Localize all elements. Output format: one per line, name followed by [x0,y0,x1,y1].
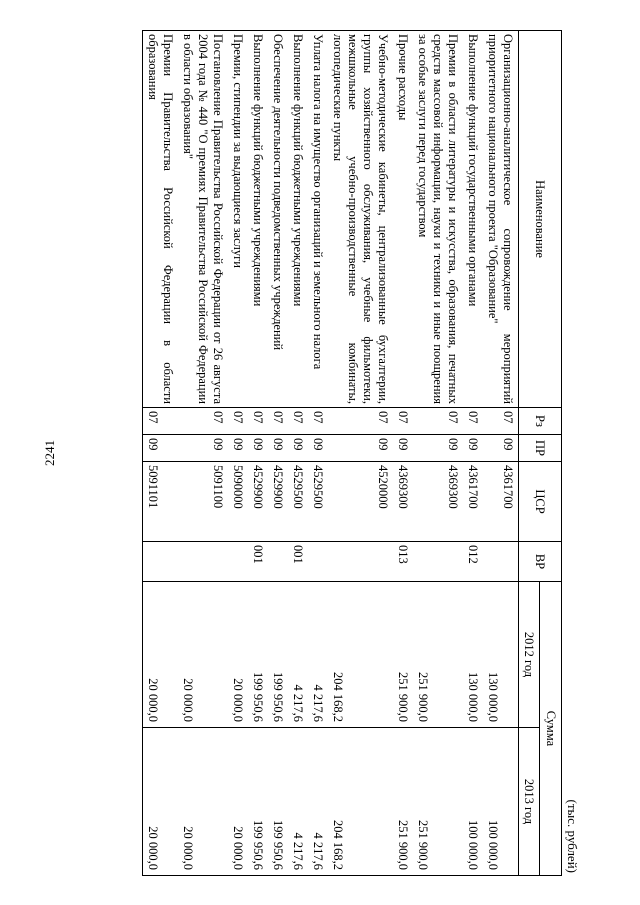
cell-rz: 07 [483,408,519,435]
header-vr: ВР [519,542,562,582]
cell-csr: 4529900 [248,462,268,542]
cell-vr [413,542,463,582]
cell-2013: 100 000,0 [463,728,483,876]
cell-name: Выполнение функций государственными органами [463,31,483,408]
cell-pr: 09 [463,435,483,462]
cell-2012: 20 000,0 [143,582,179,728]
cell-rz: 07 [463,408,483,435]
cell-pr: 09 [228,435,248,462]
cell-rz: 07 [328,408,393,435]
header-csr: ЦСР [519,462,562,542]
cell-name: Прочие расходы [393,31,413,408]
header-rz: Рз [519,408,562,435]
cell-name: Организационно-аналитическое сопровождение мероприятий приоритетного национального проекта "Образование" [483,31,519,408]
cell-name: Уплата налога на имущество организаций и земельного налога [308,31,328,408]
cell-rz: 07 [288,408,308,435]
table-row [308,31,328,876]
cell-2013: 4 217,6 [288,728,308,876]
cell-2012: 20 000,0 [228,582,248,728]
cell-vr: 013 [393,542,413,582]
header-row [540,31,562,876]
cell-2012: 199 950,6 [268,582,288,728]
header-year-2012: 2012 год [519,582,540,728]
units-note: (тыс. рублей) [565,799,580,873]
table-row [288,31,308,876]
cell-csr: 4369300 [393,462,413,542]
cell-name: Премии, стипендии за выдающиеся заслуги [228,31,248,408]
cell-name: Обеспечение деятельности подведомственных учреждений [268,31,288,408]
cell-rz: 07 [228,408,248,435]
cell-rz: 07 [413,408,463,435]
cell-vr [483,542,519,582]
table-row [228,31,248,876]
page-number: 2241 [42,440,57,466]
cell-2012: 20 000,0 [178,582,228,728]
header-sum: Сумма [540,582,562,876]
cell-2012: 130 000,0 [463,582,483,728]
cell-csr: 4529500 [308,462,328,542]
cell-name: Постановление Правительства Российской Федерации от 26 августа 2004 года № 440 "О премиях Правительства Российской Федерации в области образования" [178,31,228,408]
cell-pr: 09 [178,435,228,462]
cell-pr: 09 [143,435,179,462]
cell-2012: 251 900,0 [413,582,463,728]
cell-rz: 07 [143,408,179,435]
cell-2013: 20 000,0 [228,728,248,876]
cell-rz: 07 [393,408,413,435]
cell-csr: 5091100 [178,462,228,542]
table-row [268,31,288,876]
cell-pr: 09 [308,435,328,462]
cell-vr [328,542,393,582]
table-row [178,31,228,876]
cell-pr: 09 [328,435,393,462]
table-row [143,31,179,876]
cell-pr: 09 [413,435,463,462]
header-pr: ПР [519,435,562,462]
cell-2013: 100 000,0 [483,728,519,876]
header-year-2013: 2013 год [519,728,540,876]
rotated-budget-table-page [123,30,583,875]
cell-rz: 07 [268,408,288,435]
cell-csr: 4529500 [288,462,308,542]
cell-vr: 001 [288,542,308,582]
cell-pr: 09 [483,435,519,462]
cell-vr: 001 [248,542,268,582]
cell-2012: 204 168,2 [328,582,393,728]
cell-2012: 130 000,0 [483,582,519,728]
cell-name: Учебно-методические кабинеты, централизованные бухгалтерии, группы хозяйственного обслуживания, учебные фильмотеки, межшкольные учебно-производственные комбинаты, логопедические пункты [328,31,393,408]
cell-2012: 4 217,6 [308,582,328,728]
cell-pr: 09 [268,435,288,462]
cell-name: Выполнение функций бюджетными учреждениями [288,31,308,408]
table-row [248,31,268,876]
cell-name: Премии в области литературы и искусства, образования, печатных средств массовой информации, науки и техники и иные поощрения за особые заслуги перед государством [413,31,463,408]
cell-2012: 199 950,6 [248,582,268,728]
cell-name: Премии Правительства Российской Федерации в области образования [143,31,179,408]
cell-vr: 012 [463,542,483,582]
cell-2012: 4 217,6 [288,582,308,728]
table-row [463,31,483,876]
cell-csr: 4361700 [483,462,519,542]
table-row [328,31,393,876]
cell-pr: 09 [393,435,413,462]
cell-rz: 07 [248,408,268,435]
cell-name: Выполнение функций бюджетными учреждениями [248,31,268,408]
cell-pr: 09 [248,435,268,462]
cell-csr: 5090000 [228,462,248,542]
budget-table [142,30,562,876]
cell-pr: 09 [288,435,308,462]
table-row [483,31,519,876]
cell-vr [178,542,228,582]
cell-2013: 20 000,0 [178,728,228,876]
cell-2013: 204 168,2 [328,728,393,876]
cell-rz: 07 [308,408,328,435]
cell-2013: 4 217,6 [308,728,328,876]
cell-csr: 4361700 [463,462,483,542]
cell-vr [308,542,328,582]
cell-csr: 4520000 [328,462,393,542]
cell-vr [228,542,248,582]
cell-csr: 4529900 [268,462,288,542]
cell-2013: 20 000,0 [143,728,179,876]
header-name: Наименование [519,31,562,408]
cell-rz: 07 [178,408,228,435]
table-row [393,31,413,876]
cell-csr: 5091101 [143,462,179,542]
cell-2013: 199 950,6 [268,728,288,876]
cell-vr [268,542,288,582]
table-row [413,31,463,876]
cell-2012: 251 900,0 [393,582,413,728]
cell-vr [143,542,179,582]
cell-2013: 251 900,0 [413,728,463,876]
cell-2013: 199 950,6 [248,728,268,876]
cell-csr: 4369300 [413,462,463,542]
cell-2013: 251 900,0 [393,728,413,876]
